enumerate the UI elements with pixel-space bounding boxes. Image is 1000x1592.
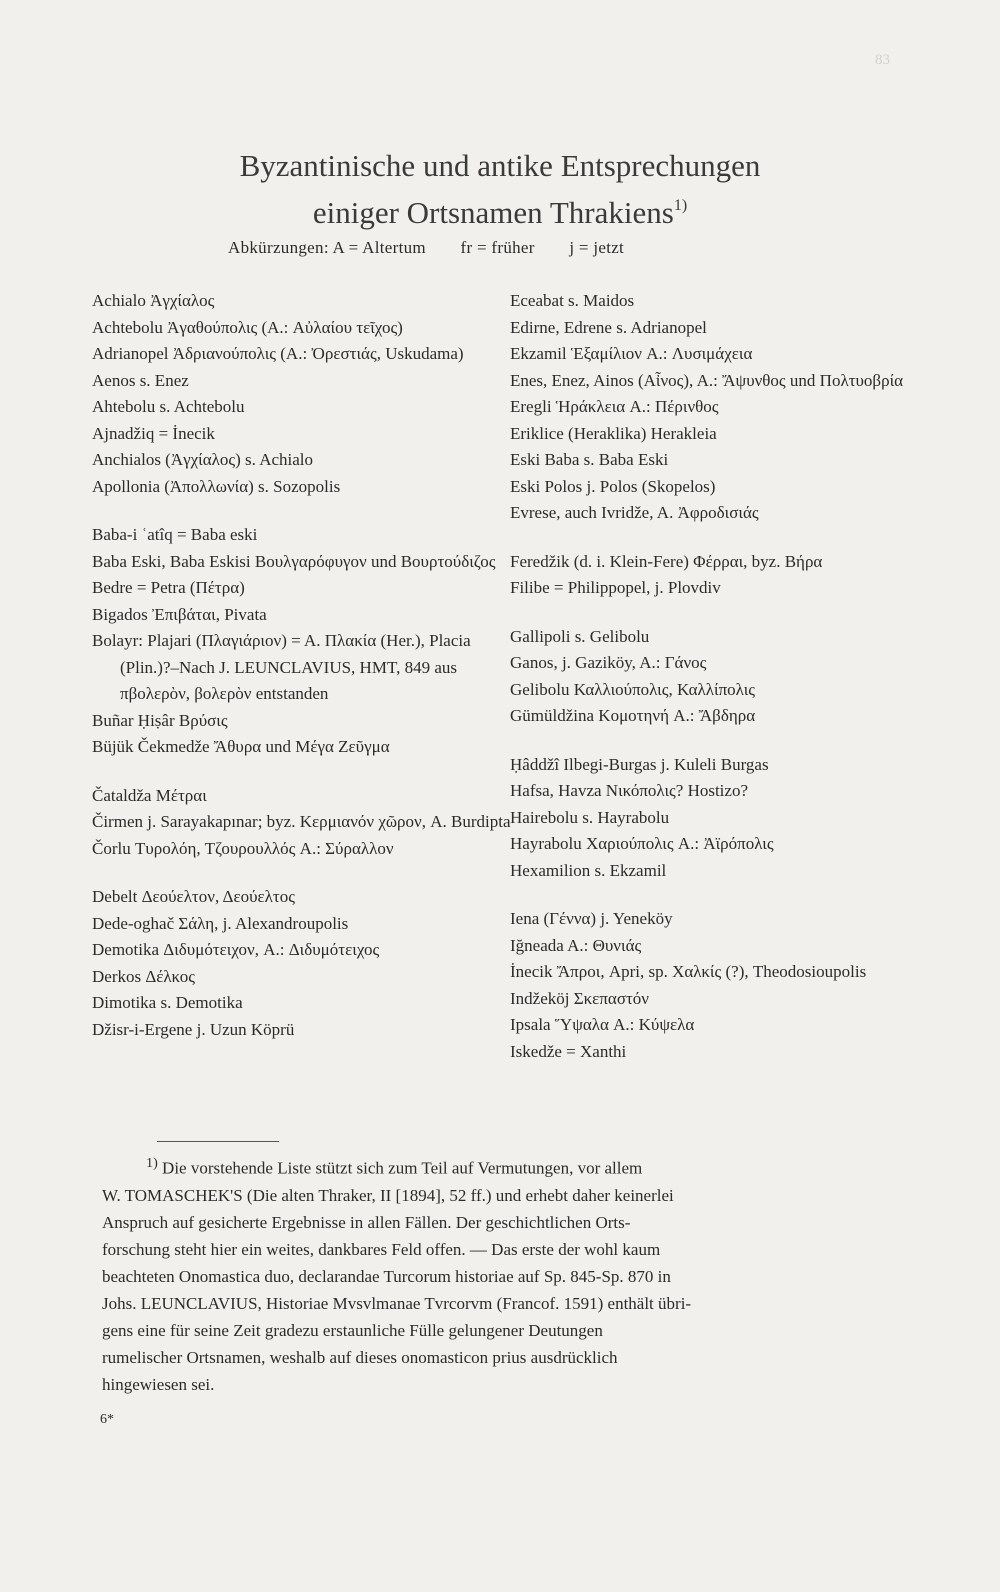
section-gap — [92, 500, 512, 522]
place-entry: Baba Eski, Baba Eskisi Βουλγαρόφυγον und Βουρτούδιζος — [92, 551, 496, 571]
abbreviation-frueher: fr = früher — [460, 238, 535, 257]
abbreviations-line — [228, 238, 654, 258]
section-gap — [510, 884, 910, 906]
place-entry: Baba-i ʿatîq = Baba eski — [92, 525, 258, 544]
place-entry: Aenos s. Enez — [92, 370, 189, 390]
place-entry: Iskedže = Xanthi — [510, 1041, 627, 1061]
footnote — [102, 1150, 902, 1398]
title-line-2-text: einiger Ortsnamen Thrakiens — [312, 195, 674, 230]
place-entry: Bigados Ἐπιβάται, Pivata — [92, 604, 267, 624]
title-line-2 — [0, 186, 1000, 233]
place-entry: Ekzamil Ἑξαμίλιον A.: Λυσιμάχεια — [510, 344, 753, 363]
place-entry: Iğneada A.: Θυνιάς — [510, 935, 642, 955]
place-entry: Eski Baba s. Baba Eski — [510, 450, 669, 469]
place-entry: Dede-oghač Σάλη, j. Alexandroupolis — [92, 913, 349, 933]
place-entry: Buñar Ḥiṣâr Βρύσις — [92, 710, 228, 730]
place-entry: Enes, Enez, Ainos (Αἶνος), A.: Ἄψυνθος und Πολτυοβρία — [510, 370, 904, 390]
place-entry: Hairebolu s. Hayrabolu — [510, 807, 670, 827]
place-entry: Bedre = Petra (Πέτρα) — [92, 578, 245, 597]
place-entry: Apollonia (Ἀπολλωνία) s. Sozopolis — [92, 476, 341, 496]
place-entry: Debelt Δεούελτον, Δεούελτος — [92, 887, 295, 906]
place-entry: Büjük Čekmedže Ἄθυρα und Μέγα Ζεῦγμα — [92, 737, 390, 756]
place-entry: Eceabat s. Maidos — [510, 291, 635, 310]
place-entry: Čorlu Τυρολόη, Τζουρουλλός A.: Σύραλλον — [92, 838, 394, 858]
place-entry: Dimotika s. Demotika — [92, 993, 243, 1012]
section-gap — [510, 602, 910, 624]
place-entry: Indžeköj Σκεπαστόν — [510, 988, 649, 1008]
place-entry: Adrianopel Ἀδριανούπολις (A.: Ὀρεστιάς, Uskudama) — [92, 344, 464, 363]
footnote-line: Johs. LEUNCLAVIUS, Historiae Mvsvlmanae Tvrcorvm (Francof. 1591) enthält übri- — [102, 1293, 692, 1313]
place-entry: Edirne, Edrene s. Adrianopel — [510, 317, 707, 337]
abbreviation-altertum: Abkürzungen: A = Altertum — [228, 238, 426, 257]
place-entry: Ahtebolu s. Achtebolu — [92, 397, 245, 416]
place-entry: Gelibolu Καλλιούπολις, Καλλίπολις — [510, 679, 756, 699]
page-title — [0, 146, 1000, 233]
place-entry: Bolayr: Plajari (Πλαγιάριον) = A. Πλακία (Her.), Placia (Plin.)?–Nach J. LEUNCLAVIUS, HMT, 849 aus πβολερὸν, βολερὸν entstanden — [92, 631, 471, 703]
place-entry: Ipsala Ὕψαλα A.: Κύψελα — [510, 1015, 695, 1034]
right-column — [510, 288, 910, 1065]
footnote-line: gens eine für seine Zeit gradezu erstaunliche Fülle gelungener Deutungen — [102, 1320, 603, 1340]
section-gap — [510, 527, 910, 549]
place-entry: Hayrabolu Χαριούπολις A.: Ἀϊρόπολις — [510, 834, 774, 853]
place-entry: Ganos, j. Gaziköy, A.: Γάνος — [510, 653, 707, 672]
footnote-line: Anspruch auf gesicherte Ergebnisse in allen Fällen. Der geschichtlichen Orts- — [102, 1212, 631, 1232]
footnote-line: rumelischer Ortsnamen, weshalb auf dieses onomasticon prius ausdrücklich — [102, 1347, 618, 1367]
place-entry: Gümüldžina Κομοτηνή A.: Ἄβδηρα — [510, 706, 756, 725]
place-entry: Evrese, auch Ivridže, A. Ἀφροδισιάς — [510, 503, 759, 522]
place-entry: Demotika Διδυμότειχον, A.: Διδυμότειχος — [92, 940, 380, 959]
place-entry: Hafsa, Havza Νικόπολις? Hostizo? — [510, 781, 748, 800]
place-entry: Čirmen j. Sarayakapınar; byz. Κερμιανόν χῶρον, A. Burdipta — [92, 812, 511, 831]
footnote-line: hingewiesen sei. — [102, 1374, 215, 1394]
footnote-line: forschung steht hier ein weites, dankbares Feld offen. — Das erste der wohl kaum — [102, 1239, 661, 1259]
place-entry: Eski Polos j. Polos (Skopelos) — [510, 476, 716, 496]
place-entry: Čataldža Μέτραι — [92, 785, 207, 805]
place-entry: İnecik Ἄπροι, Apri, sp. Χαλκίς (?), Theodosioupolis — [510, 962, 867, 981]
place-entry: Achtebolu Ἀγαθούπολις (A.: Αὐλαίου τεῖχος) — [92, 317, 403, 337]
footnote-mark: 1) — [146, 1155, 158, 1171]
footnote-line: beachteten Onomastica duo, declarandae Turcorum historiae auf Sp. 845-Sp. 870 in — [102, 1266, 671, 1286]
footnote-line-text: Die vorstehende Liste stützt sich zum Teil auf Vermutungen, vor allem — [162, 1158, 643, 1178]
section-gap — [92, 761, 512, 783]
page-number: 83 — [875, 52, 890, 68]
place-entry: Achialo Ἀγχίαλος — [92, 291, 215, 310]
place-entry: Ḥâddžî Ilbegi-Burgas j. Kuleli Burgas — [510, 754, 769, 774]
place-entry: Gallipoli s. Gelibolu — [510, 626, 650, 646]
section-gap — [92, 862, 512, 884]
footnote-line: W. TOMASCHEK'S (Die alten Thraker, II [1894], 52 ff.) und erhebt daher keinerlei — [102, 1185, 674, 1205]
place-entry: Filibe = Philippopel, j. Plovdiv — [510, 578, 721, 597]
footnote-rule — [157, 1141, 279, 1142]
place-entry: Ajnadžiq = İnecik — [92, 423, 215, 443]
place-entry: Eregli Ἡράκλεια A.: Πέρινθος — [510, 397, 719, 416]
place-entry: Hexamilion s. Ekzamil — [510, 860, 667, 880]
signature-mark: 6* — [100, 1412, 114, 1427]
abbreviation-jetzt: j = jetzt — [569, 238, 625, 257]
place-entry: Iena (Γέννα) j. Yeneköy — [510, 909, 673, 928]
place-entry: Anchialos (Ἀγχίαλος) s. Achialo — [92, 450, 314, 469]
title-line-1: Byzantinische und antike Entsprechungen — [239, 148, 761, 183]
place-entry: Eriklice (Heraklika) Herakleia — [510, 423, 717, 443]
section-gap — [510, 730, 910, 752]
title-note-mark: 1) — [673, 197, 688, 214]
place-entry: Derkos Δέλκος — [92, 966, 195, 986]
left-column — [92, 288, 512, 1043]
place-entry: Džisr-i-Ergene j. Uzun Köprü — [92, 1019, 295, 1039]
place-entry: Feredžik (d. i. Klein-Fere) Φέρραι, byz. Βήρα — [510, 551, 823, 571]
footnote-line — [102, 1150, 902, 1182]
